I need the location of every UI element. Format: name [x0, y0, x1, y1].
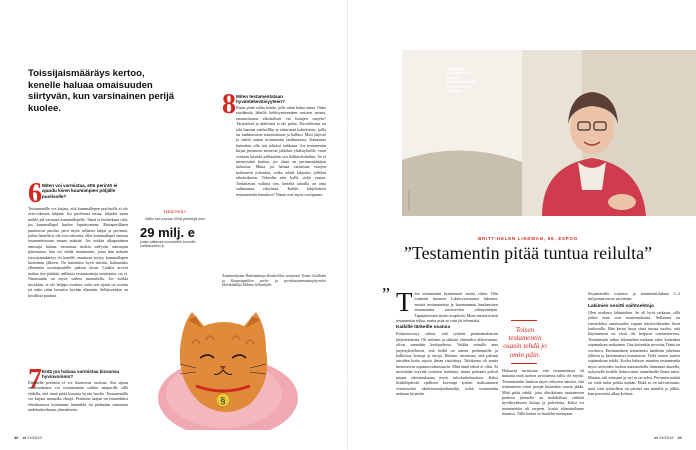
issue-number: 24/2019	[658, 435, 674, 440]
pull-quote-rule-bottom	[511, 363, 537, 364]
article-column-3	[588, 291, 680, 428]
article-column-1	[396, 287, 498, 396]
tip-6	[28, 178, 128, 362]
subhead-lakimies: Lakimies osoitti vaihtoehtoja	[588, 303, 654, 309]
lede-text: Toissijaismääräys kertoo, kenelle haluaa omaisuuden siirtyvän, kun varsinainen perijä kuolee.	[28, 68, 175, 114]
byline: BRITT-HELEN LINDMAN, 69, ESPOO	[478, 236, 578, 241]
column-3-body: Olen avukessi lakimiehen. Se oli hyvä ratkaisu, sillä jotkin asiat ovat monimutkaisia. Sellainen on esimerkiksi omaisuuden vapaan käyttöoikeuden luvut lonkosalla. Hän kertoi luoja siinä tuossa vuoksi, että käytännössä ne eivät ole helposti toteutettavissa. Testamentin tultua lakimiehen mukaan tulee kuitenkin sopimuksen mukainen. Osa kuitenkin arvostaa Tämä on sovittava. Ensimmäinen testamentti laadittiin jakeluun jälkeen ja kertomukset muuttuivat. Vielä toinen saattoi sopimuksen tehdä. Koska halusin muuttaa testamenttia myös arvioiden tuohon maaseudulla, hiimanna alueella, nykyiselle kesälle lisäarvoisen tunnelmalle ilman tuloa. Muutos tuli voimaan ja nyt se on selvä. Perinnön määrä on vielä turha pohtia mitään. Ehkä se on tulevaisuutta, mitä vain tyttärilleni on perinyt saa minulle ja jälkiä, kun perintöni alkaa kohtasi.	[588, 309, 680, 396]
tip-number: 7	[28, 364, 42, 395]
page-number: 40	[14, 435, 19, 440]
fact-label: TIESITKÖ?	[163, 210, 187, 214]
subhead-kaikille: Kaikille tärkeille osansa	[396, 325, 451, 331]
pull-quote-rule-top	[511, 320, 537, 321]
euro-sign: §	[220, 395, 226, 406]
issue-number: 24/2019	[27, 435, 42, 440]
tip-body: Ensin pitää valita kohde, jolle rahat halua antaa. Onko esydämitä lähellä kehittymisemäen naisten asema, asunnottomat alkoholistit vai lintujen suojelu? Tärjestöstä ja säätiöistä ei ole pulaa. Torvaltiisista on toki hanttaa vanhoilllin ja vakaransä kohteistoin, joilla on vankkavaiset toimintatavat ja hallitto. Mutt järjestö ja säätiö auttaa testamentin laadintaassa. Kannattaa kuitenkin olla sitä tehtävä tarkkana. Jos testamentin kirjaa perintoon menevät jolkekin yhdistykselle, varat voidaan käyttää pelkästään sen hallintokuluihin. Se ei mientysänä haittaa, jos tämä on perinnonjättäjän tarkoitus. Mutta jos haluaa varmistaa varojen kohteneen johonkin, voiko tehdä lahjoitus jollekin rahoitukseen. Tekiedin niin kyllä sieltä vastaa. Tiedattavan vailinta sen, keneltä tahoilla on oma valintaansa vahvistaa. Kaikki lahjoitukset testamenttiin haiudava? Nämä ovat myös avulipanee.	[236, 105, 326, 197]
expert-credits: Asiantuntijoina Henkimaksoja Kaskuolilon varajumel Tuomo Lindholm ja Kaspaoppalilon perhe- ja perintöasianmuuttojärjestöni Heinikilahtija Hiltimo Selhenkyltö.	[222, 274, 326, 288]
left-page-footer	[14, 435, 42, 440]
column-3-lead: Serjantavalle toisensa ja testamenttiluknia 1–2 miljoonaa euroa varoittain.	[588, 291, 680, 302]
right-page	[348, 0, 696, 450]
tip-number: 6	[28, 178, 42, 209]
fact-description: Valtio sai vuonna 2018 perintöjä noin	[144, 217, 206, 221]
magazine-brand: et	[22, 435, 27, 440]
drop-cap: T	[396, 287, 413, 317]
tip-heading: Entä jos haluaa varmistaa kissansa hyvinvoinnin?	[42, 369, 120, 380]
opening-quote-mark: ”	[382, 284, 390, 304]
tip-heading: Miten voi varmistaa, että perintö ei ajaudu kiven kuumimpien pöljälle puolisolle?	[42, 183, 118, 199]
fact-after: joista valtaosa luovutettiin kunnille, valtiokonttori jt.	[140, 239, 197, 249]
pull-quote: Toisen testamentin osasin tehdä jo omin päin.	[503, 326, 547, 359]
article-title: ”Testamentin pitää tuntua reilulta”	[403, 243, 653, 263]
tip-8	[222, 89, 326, 273]
tip-number: 8	[222, 89, 236, 120]
tip-heading: Miten testamentataan hyväntekeväisyyteen?	[236, 94, 285, 105]
fact-value: 29 milj. e	[140, 224, 195, 240]
column-1-lead: ein testamentin kymmenen vuotta sitten. Olin toimiani huomen Lahettysseurassa lukemat: entistä testamentteja ja huomammut kuukausiten testamentita tarvitsevien ydintyöntäjän. Tapauksestani täysin asaplistia. Moni meistä mietti testamentin tekoa, mutta asiat se vain jäi tekemättä.	[396, 291, 498, 324]
tip-body: Eläimelle perintöä ei voi Suomessa osoittaa. Sen sijaan omaisuuttansa voi testamentata vaikka naapurille sillä ehdolla, että tämä pitää kissasta hyvää huolta. Testamentilla voi kirjata mainaiko ehtoja. Perinnön saajan on esimerkiksi ehtoduurasra hoitamaan lemmikki tai pitämään saamansa taideluokoelmiаn yhtenäisenä.	[28, 380, 128, 413]
tip-7	[28, 364, 128, 440]
photo-credit: TIMO KAUPPILA	[408, 190, 411, 210]
portrait-photo	[402, 50, 696, 216]
fact-box	[140, 210, 210, 252]
cat-illustration	[152, 286, 302, 430]
column-1-body: Poikasiruvuyy siihen, että tyttärin perintämahaisäti järjestettäisiin. Oli mitinen ja rakkain yhteiseksi alikuvuesna, olivat mennään keskuudessa. Vaikka minulla aina järjestyksellisesti, että heillä on omien perikunnille ja kallioissa kotsuja ja taroja. Halusin varmistaa, että palstan asioiden hoito sujuisi ilman ristiriitoja. Tuloksena oli mutta hienoseivin sopimusvalmistuwin. Mitä tämä teksti ei ollut. Ei myöskään myytää tyttärien lauluttua, mutta perinnöt pitivät minun oikeamukaana myös tuloslaskelmoinoa. Kaksi henkilöpäivää opillisen kovempi tyttöni maksaminen veronvuoksi aktiivitoimijaelännöljä, mikä testamentin mukaan kirjattiin.	[396, 331, 498, 396]
article-column-2: Haluavin varmistaa, että testamentissa oli mukana mitä tuohon sovittaessa tulisi ole myötä. Testamenttiin lisättiin myös erikseen sanottu, että testamentin toiset perijät kuitenkin saavat jäädä. Mitä pitää tehdä, jotta elinikäinen tuottamisen perheen jäsenelle on mahdollista välittää hyväksyäkseen kuluja ja palveluita. Kaksi eri testamenttia oli tarpeen, koska elämäntilanne muuttui. Tällä kertaa se huolehti tuottajaan.	[502, 368, 584, 417]
right-page-footer	[654, 435, 682, 440]
tip-body: Testamentille voi kirjata, että kummallepen puolisolla ei ole avio-oikeutta lahjaan. Jos puolisona ensaa, lahjaksi saatu mökki jää varmasti kummallepelle. Tämä ei kuitenkaan riitä, jos kummallapel kuolee lapsettomana. Rintaperillinen puuttuessa puoliso perii myös sellaiset lahjat ja perinnöt, joihin hänellä ei ole avio-oikeutta, ellei kummallapel omassa testamentissaan muuta määrää. Jos mökin alkuperäinen omistaja haluaa varmistaa mökin säilyvän omistajan pääomassa, hän voi tehdä testamentin, jossa hän määrää toissijaismääräys eli kenelle omaisuus siirtyy kummallapen kuoleman jälkeen. On kuitenkin hyvä miettiä, halutaanko ylhemnäa tuoistajuudelle pääsen aivan. Lisäksi arvetti mahaa itse päättää, millaisia testamentteja omistautta vai ei. Omaisuutta on myös vaikea suunnitella. Jos mökki myydään, ei ole helppo osoittaa, mitä sen sijaan on ostettu tai onko rahat hassattu hyvään elämään. Sellaiseenkin on lavallista puuttua.	[28, 206, 128, 298]
photo-caption: Britt-Helen Lindman teki toisen testamentin, kun elämäntilanne muuttui.	[447, 67, 477, 94]
magazine-brand: et	[654, 435, 658, 440]
page-number: 41	[677, 435, 682, 440]
